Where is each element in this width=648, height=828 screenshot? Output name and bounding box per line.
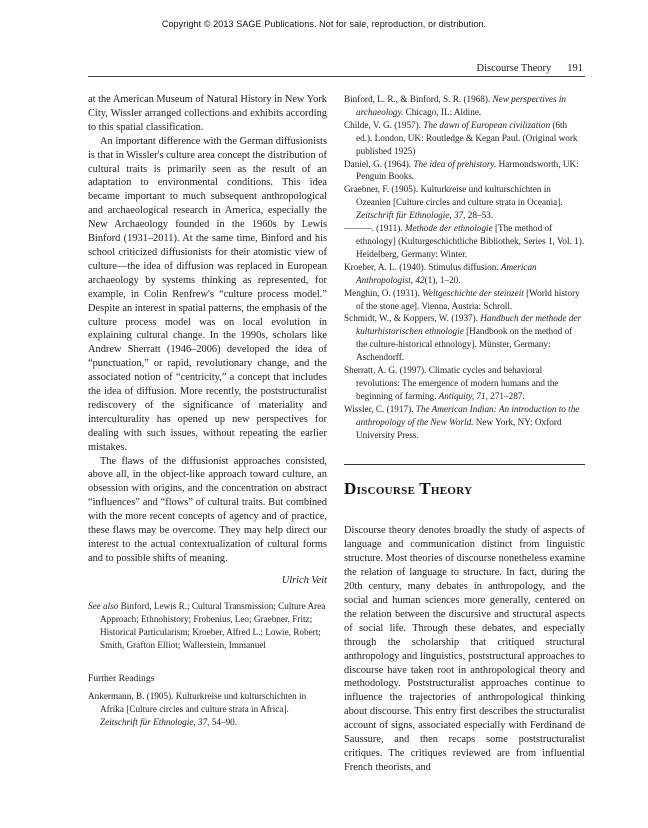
left-column <box>88 93 327 729</box>
reference-item: Binford, L. R., & Binford, S. R. (1968). New perspectives in archaeology. Chicago, IL: Aldine. <box>344 94 567 117</box>
reference-item: Childe, V. G. (1957). The dawn of European civilization (6th ed.). London, UK: Routledge & Kegan Paul. (Original work published 1925) <box>344 119 578 156</box>
header-rule <box>88 76 585 77</box>
section-body: Discourse theory denotes broadly the study of aspects of language and communication distinct from linguistic structure. Most theories of discourse nonetheless examine the relation of language to structure. In fact, during the 20th century, many debates in anthropology, and the social and human sciences more generally, centered on the relation between the discursive and structural aspects of social life. Through these debates, and especially through the scholarship that critiqued structural anthropology and linguistics, poststructural approaches to discourse have taken root in anthropological theory and methodology. Poststructuralist approaches continue to influence the trajectories of anthropological thinking about discourse. This entry first describes the structuralist account of signs, associated especially with Ferdinand de Saussure, and then recaps some poststructuralist critiques. The critiques reviewed are from influential French theorists, and <box>344 525 585 773</box>
reference-item: Sherratt, A. G. (1997). Climatic cycles and behavioral revolutions: The emergence of modern humans and the beginning of farming. Antiquity, 71, 271–287. <box>344 365 559 401</box>
copyright-notice: Copyright © 2013 SAGE Publications. Not for sale, reproduction, or distribution. <box>161 19 487 29</box>
right-column <box>344 93 585 775</box>
page-number: 191 <box>567 63 583 74</box>
reference-item: Graebner, F. (1905). Kulturkreise und kulturschichten in Ozeanien [Culture circles and culture strata in Oceania]. Zeitschrift für Ethnologie, 37, 28–53. <box>344 184 563 221</box>
section-rule <box>344 464 585 465</box>
reference-item: Wissler, C. (1917). The American Indian: An introduction to the anthropology of the New World. New York, NY: Oxford University Press. <box>344 403 580 440</box>
see-also <box>88 600 327 652</box>
running-head-title: Discourse Theory <box>476 63 552 74</box>
reference-list <box>344 93 585 441</box>
see-also-label: See also <box>88 600 119 611</box>
reference-item: Schmidt, W., & Koppers, W. (1937). Handbuch der methode der kulturhistorischen ethnologie [Handbook on the method of the culture-historical ethnology]. Münster, Germany: Aschendorff. <box>344 313 582 363</box>
paragraph-1: at the American Museum of Natural History in New York City, Wissler arranged collections and exhibits according to this spatial classification. <box>88 94 327 133</box>
reference-item: Menghin, O. (1931). Weltgeschichte der steinzeit [World history of the stone age]. Vienna, Austria: Schroll. <box>344 287 580 311</box>
author-signature: Ulrich Veit <box>281 574 327 586</box>
reference-item: Ankermann, B. (1905). Kulturkreise und kulturschichten in Afrika [Culture circles and culture strata in Africa]. Zeitschrift für Ethnologie, 37, 54–90. <box>88 691 307 728</box>
running-head <box>477 63 584 74</box>
see-also-list: Binford, Lewis R.; Cultural Transmission; Culture Area Approach; Ethnohistory; Frobenius, Leo; Graebner, Fritz; Historical Particularism; Kroeber, Alfred L.; Lowie, Robert; Smith, Grafton Elliot; Wallerstein, Immanuel <box>100 600 326 650</box>
paragraph-2: An important difference with the German diffusionists is that in Wissler's culture area concept the distribution of cultural traits is primarily seen as the result of an adaptation to environmental conditions. This idea became important to much subsequent anthropological and archaeological research in America, especially the New Archaeology founded in the 1960s by Lewis Binford (1931–2011). At the same time, Binford and his school criticized diffusionists for their atomistic view of culture—the idea of diffusion was replaced in European archaeology by systems thinking as represented, for example, in Colin Renfrew's “culture process model.” Despite an interest in spatial patterns, the emphasis of the culture process model was on local evolution in explaining cultural change. In the 1990s, scholars like Andrew Sherratt (1946–2006) developed the idea of “punctuation,” or rapid, revolutionary change, and the associated notion of “centricity,” a concept that includes the idea of diffusion. More recently, the poststructuralist rediscovery of the significance of materiality and interculturality has opened up new perspectives for dealing with such issues, without repeating the earlier mistakes. <box>88 135 327 453</box>
section-title: Discourse Theory <box>344 479 473 499</box>
paragraph-3: The flaws of the diffusionist approaches consisted, above all, in the object-like approach toward culture, an obsession with origins, and the concentration on abstract “influences” and “flows” of cultural traits. But combined with the more recent concepts of agency and of practice, these flaws may be overcome. They may help direct our interest to the actual contextualization of cultural forms and to possible shifts of meaning. <box>88 455 327 564</box>
reference-item: ———. (1911). Methode der ethnologie [The method of ethnology] (Kulturgeschichtliche Bibliothek, Series 1, Vol. 1). Heidelberg, Germany: Winter. <box>344 223 585 259</box>
further-readings-heading: Further Readings <box>88 673 155 685</box>
reference-item: Kroeber, A. L. (1940). Stimulus diffusion. American Anthropologist, 42(1), 1–20. <box>344 261 537 285</box>
reference-item: Daniel, G. (1964). The idea of prehistory. Harmondsworth, UK: Penguin Books. <box>344 158 579 182</box>
